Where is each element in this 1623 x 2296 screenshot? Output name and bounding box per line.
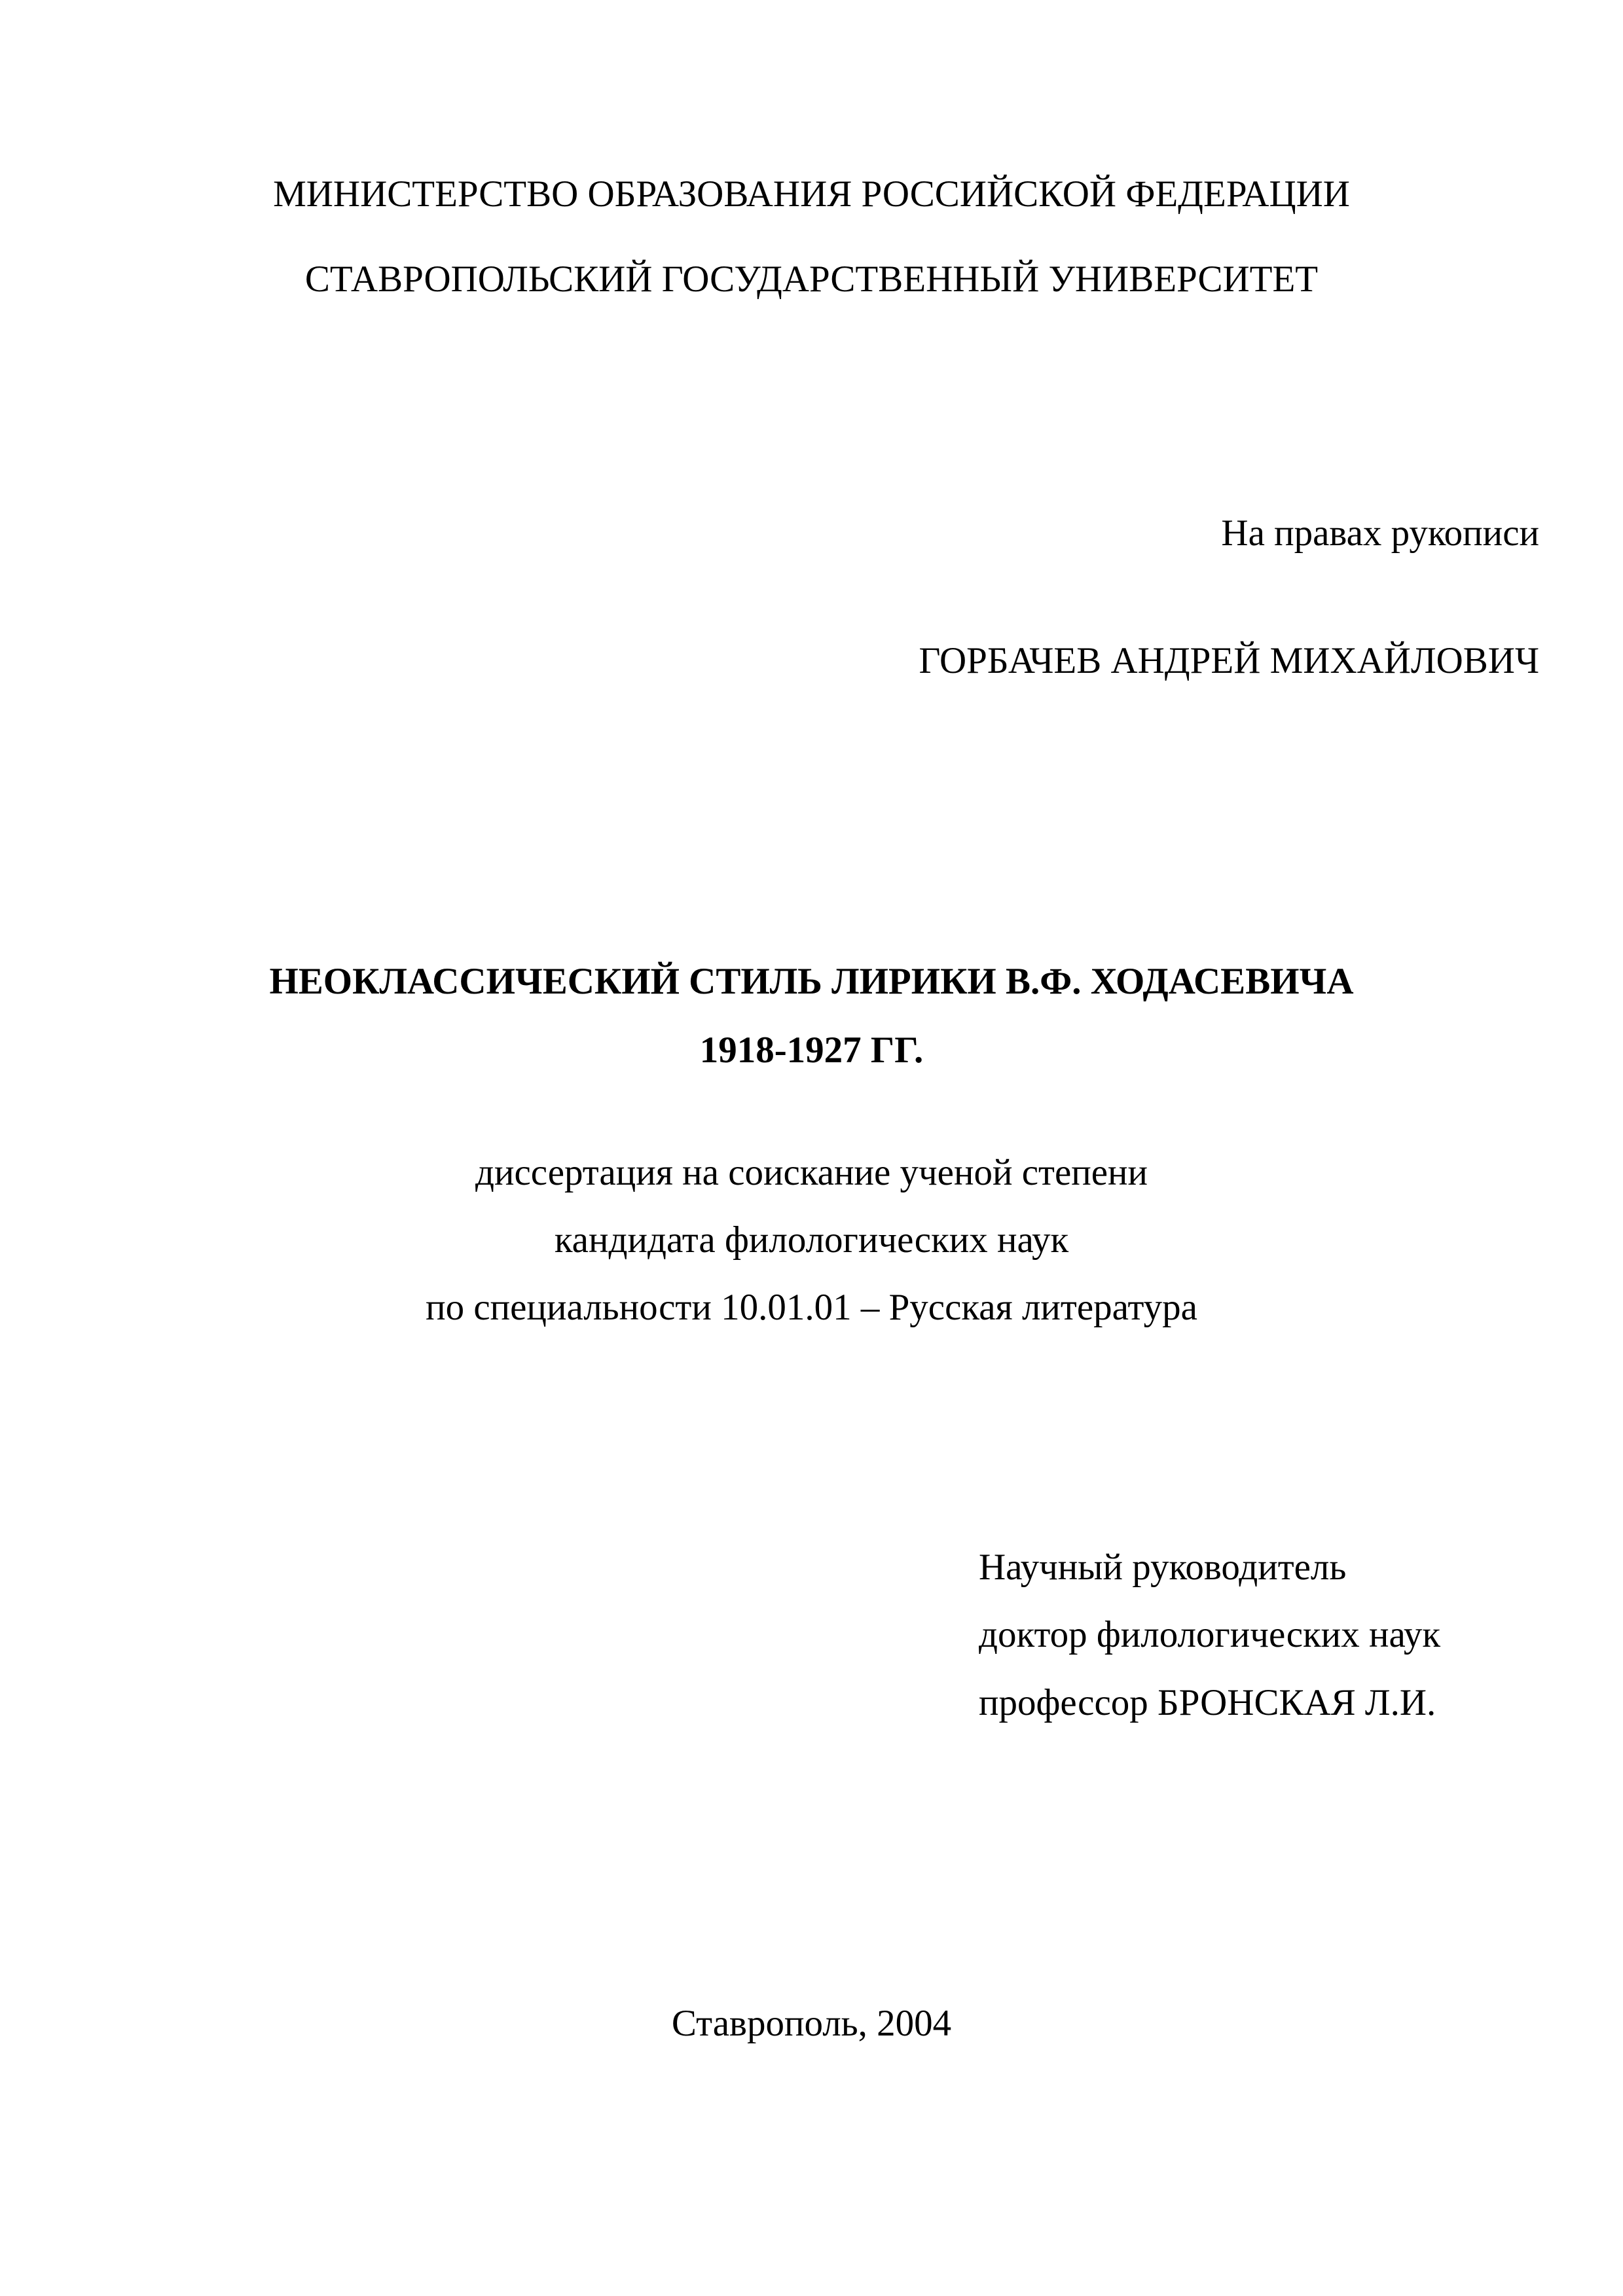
university-name: СТАВРОПОЛЬСКИЙ ГОСУДАРСТВЕННЫЙ УНИВЕРСИТЕТ [304,259,1319,300]
dissertation-title-line2: 1918-1927 ГГ. [699,1030,924,1071]
place-year: Ставрополь, 2004 [671,2003,952,2044]
supervisor-line3: профессор БРОНСКАЯ Л.И. [979,1682,1436,1723]
degree-line3: по специальности 10.01.01 – Русская литература [426,1287,1197,1328]
author-name: ГОРБАЧЕВ АНДРЕЙ МИХАЙЛОВИЧ [919,640,1539,681]
ministry-name: МИНИСТЕРСТВО ОБРАЗОВАНИЯ РОССИЙСКОЙ ФЕДЕРАЦИИ [273,173,1350,215]
supervisor-line1: Научный руководитель [979,1547,1347,1588]
manuscript-note: На правах рукописи [1221,512,1539,554]
supervisor-line2: доктор филологических наук [979,1614,1441,1655]
degree-line2: кандидата филологических наук [554,1219,1069,1261]
degree-line1: диссертация на соискание ученой степени [475,1152,1148,1193]
dissertation-title-line1: НЕОКЛАССИЧЕСКИЙ СТИЛЬ ЛИРИКИ В.Ф. ХОДАСЕВИЧА [269,961,1354,1002]
